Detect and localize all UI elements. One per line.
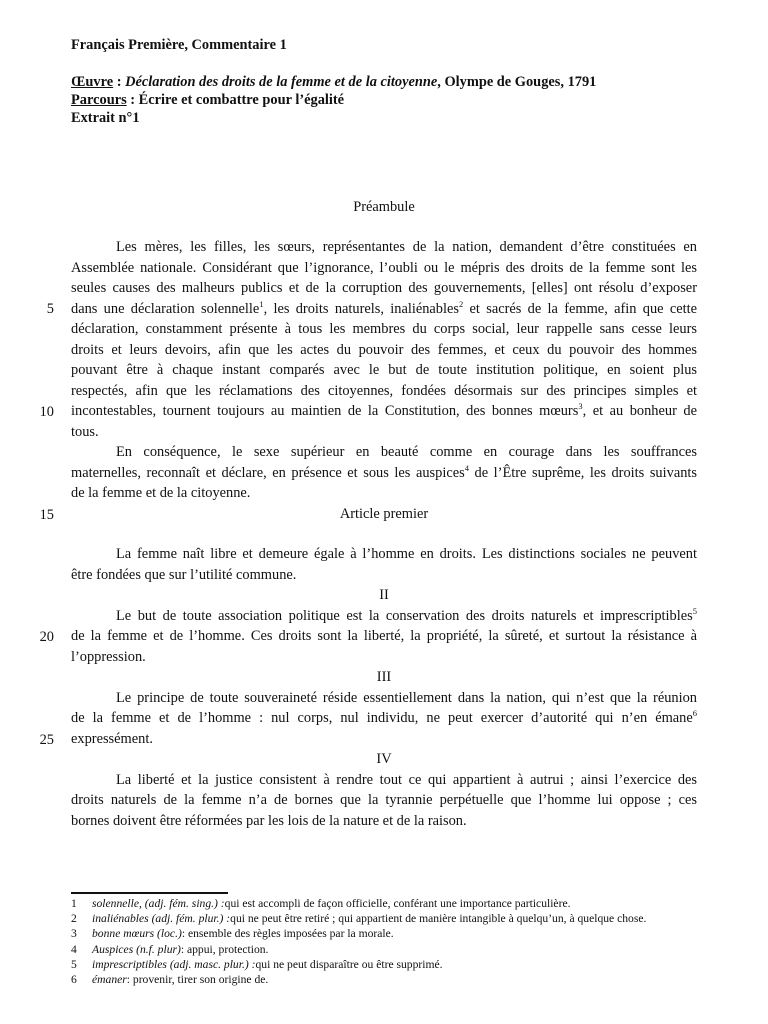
text-line: respectés, afin que les réclamations des citoyennes, fondées désormais sur des principes simples et	[71, 382, 697, 399]
text-line: Le principe de toute souveraineté réside essentiellement dans la nation, qui n’est que la réunion	[116, 689, 697, 706]
text-line: dans une déclaration solennelle$^1$, les droits naturels, inaliénables$^2$ et sacrés de la femme, afin que cette	[71, 298, 697, 317]
footnote-item: 4 Auspices (n.f. plur) : appui, protection.	[71, 942, 269, 956]
footnote-ref: 2	[459, 298, 464, 309]
footnotes	[71, 896, 711, 987]
text-line: droits naturels de la femme n’a de bornes que la tyrannie perpétuelle que l’homme lui oppose ; ces	[71, 792, 697, 808]
text-line: maternelles, reconnaît et déclare, en présence et sous les auspices$^4$ de l’Être suprême, les droits suivants	[71, 462, 697, 481]
footnote-item: 2 inaliénables (adj. fém. plur.) : qui ne peut être retiré ; qui appartient de manière intangible à quelqu’un, à quelque chose.	[71, 912, 647, 926]
oeuvre-author: , Olympe de Gouges, 1791	[437, 74, 597, 90]
parcours-label: Parcours	[71, 92, 127, 108]
text-line: droits et leurs devoirs, afin que les actes du pouvoir des femmes, et ceux du pouvoir des hommes	[71, 341, 697, 358]
text-line: de la femme et de la citoyenne.	[71, 485, 251, 501]
footnote-ref: 1	[259, 298, 264, 309]
footnote-ref: 4	[464, 462, 469, 473]
extrait-label: Extrait n°1	[71, 110, 140, 126]
oeuvre-label: Œuvre	[71, 74, 114, 90]
text-line: La femme naît libre et demeure égale à l’homme en droits. Les distinctions sociales ne peuvent	[116, 546, 697, 562]
oeuvre-title: Déclaration des droits de la femme et de la citoyenne	[125, 74, 438, 90]
text-line: La liberté et la justice consistent à rendre tout ce qui appartient à autrui ; ainsi l’exercice des	[116, 771, 697, 788]
text-line: Le but de toute association politique est la conservation des droits naturels et imprescriptibles$^5$	[116, 605, 697, 624]
parcours-text: : Écrire et combattre pour l’égalité	[126, 92, 345, 108]
article-4-title: IV	[376, 751, 392, 767]
articles-text	[71, 544, 697, 831]
text-line: pouvant être à chaque instant comparés avec le but de toute institution politique, en soient plus	[71, 362, 697, 378]
article-2-title: II	[379, 587, 389, 603]
footnote-separator	[71, 892, 228, 894]
oeuvre-line: Œuvre : Déclaration des droits de la femme et de la citoyenne, Olympe de Gouges, 1791	[71, 74, 597, 90]
line-number: 15	[39, 507, 54, 523]
footnote-ref: 3	[578, 401, 583, 411]
preambule-title: Préambule	[353, 199, 415, 215]
footnote-ref: 6	[692, 708, 697, 718]
footnote-ref: 5	[692, 605, 697, 616]
text-line: bornes doivent être réformées par les lois de la nature et de la raison.	[71, 812, 467, 829]
document-header	[71, 36, 711, 127]
text-line: incontestables, tournent toujours au maintien de la Constitution, des bonnes mœurs$^3$, et au bonheur de	[71, 401, 697, 419]
text-line: seules causes des malheurs publics et de la corruption des gouvernements, [elles] ont résolu d’exposer	[71, 280, 697, 296]
line-number: 20	[39, 629, 54, 645]
text-line: de la femme et de l’homme : nul corps, nul individu, ne peut exercer d’autorité qui n’en émane$^6$	[71, 708, 697, 726]
text-line: Assemblée nationale. Considérant que l’ignorance, l’oubli ou le mépris des droits de la femme sont les	[71, 259, 697, 276]
text-line: de la femme et de l’homme. Ces droits sont la liberté, la propriété, la sûreté, et surtout la résistance à	[71, 628, 697, 644]
article-premier-title: Article premier	[339, 505, 429, 522]
text-line: déclaration, constamment présente à tous les membres du corps social, leur rappelle sans cesse leurs	[71, 321, 697, 337]
course-title: Français Première, Commentaire 1	[71, 37, 287, 53]
line-number: 5	[46, 301, 54, 317]
text-line: Les mères, les filles, les sœurs, représentantes de la nation, demandent d’être constituées en	[116, 239, 697, 255]
text-line: tous.	[71, 423, 99, 440]
parcours-line	[71, 91, 711, 109]
text-line: être fondées que sur l’utilité commune.	[71, 566, 297, 583]
text-line: expressément.	[71, 730, 153, 747]
preambule-heading-block	[71, 197, 697, 218]
preambule-text	[71, 237, 697, 524]
article-3-title: III	[376, 669, 392, 685]
footnote-item: 5 imprescriptibles (adj. masc. plur.) : qui ne peut disparaître ou être supprimé.	[71, 957, 443, 971]
line-number: 10	[39, 404, 54, 420]
line-number: 25	[39, 732, 54, 748]
footnote-item: 6 émaner : provenir, tirer son origine de.	[71, 973, 269, 987]
footnote-item: 3 bonne mœurs (loc.) : ensemble des règles imposées par la morale.	[71, 927, 394, 941]
text-line: En conséquence, le sexe supérieur en beauté comme en courage dans les souffrances	[116, 444, 697, 460]
text-line: l’oppression.	[71, 648, 146, 665]
footnote-item: 1 solennelle, (adj. fém. sing.) : qui est accompli de façon officielle, conférant une importance particulière.	[71, 897, 571, 910]
